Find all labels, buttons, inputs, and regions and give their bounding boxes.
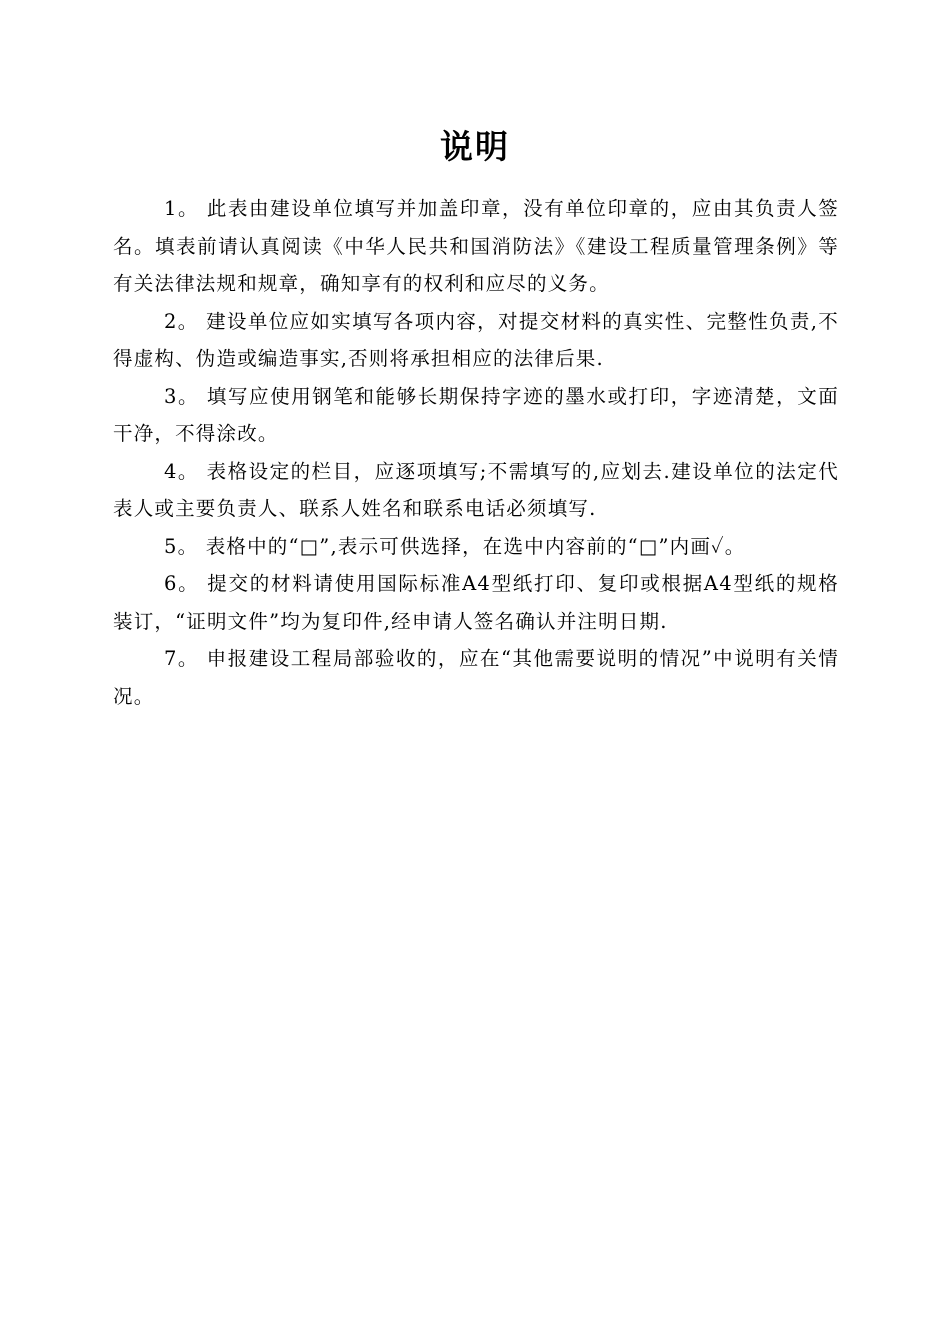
instruction-item-2: 2。 建设单位应如实填写各项内容，对提交材料的真实性、完整性负责,不得虚构、伪造或编造事实,否则将承担相应的法律后果. — [113, 309, 839, 370]
instruction-item-1: 1。 此表由建设单位填写并加盖印章，没有单位印章的，应由其负责人签名。填表前请认真阅读《中华人民共和国消防法》《建设工程质量管理条例》等有关法律法规和规章，确知享有的权利和应尽的义务。 — [113, 197, 839, 295]
instruction-item-7: 7。 申报建设工程局部验收的，应在“其他需要说明的情况”中说明有关情况。 — [113, 647, 839, 708]
instruction-item-6: 6。 提交的材料请使用国际标准A4型纸打印、复印或根据A4型纸的规格装订，“证明文件”均为复印件,经申请人签名确认并注明日期. — [113, 572, 839, 633]
instruction-item-5: 5。 表格中的“□”,表示可供选择，在选中内容前的“□”内画✓。 — [164, 534, 746, 558]
page-title: 说明 — [440, 127, 510, 166]
instructions-list — [113, 190, 839, 715]
instruction-item-3: 3。 填写应使用钢笔和能够长期保持字迹的墨水或打印，字迹清楚，文面干净，不得涂改。 — [113, 384, 839, 445]
instruction-item-4: 4。 表格设定的栏目，应逐项填写;不需填写的,应划去.建设单位的法定代表人或主要负责人、联系人姓名和联系电话必须填写. — [113, 459, 839, 520]
